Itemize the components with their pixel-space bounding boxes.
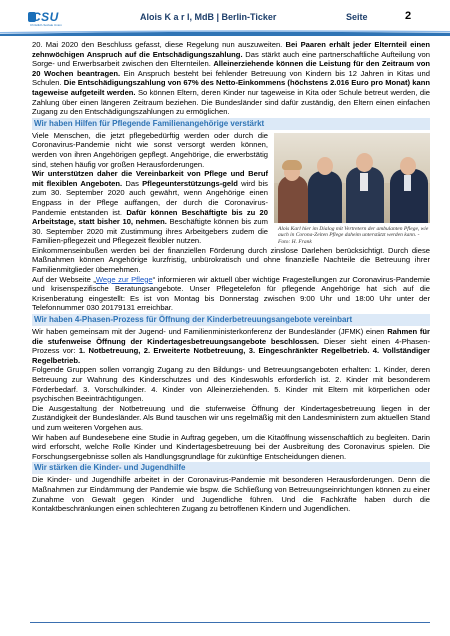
intro-paragraph — [32, 40, 430, 117]
text: wird bis zum 30. September 2020 auch gewährt, wenn Angehörige einen Engpass in der Pflege auffangen, der durch die Coronavirus-Pandemie entstanden ist. — [32, 178, 268, 217]
paragraph: Die Ausgestaltung der Notbetreuung und die stufenweise Öffnung der Kindertagesbetreuung liegen in der Zuständigkeit der Bundesländer. Als Bund tauschen wir uns regelmäßig mit den Landesministern zum aktuellen Stand und zum weiteren Vorgehen aus. — [32, 403, 430, 432]
text: 20. Mai 2020 den Beschluss gefasst, diese Regelung nun auszuweiten. — [32, 40, 286, 49]
section-heading-jugendhilfe: Wir stärken die Kinder- und Jugendhilfe — [32, 462, 430, 474]
header-title: Alois K a r l, MdB | Berlin-Ticker — [140, 12, 277, 22]
bold-text: 1. Notbetreuung, 2. Erweiterte Notbetreuung, 3. Eingeschränkter Regelbetrieb. 4. Vollständiger Regelbetrieb. — [32, 346, 430, 365]
section-heading-kinderbetreuung: Wir haben 4-Phasen-Prozess für Öffnung der Kinderbetreuungsangebote vereinbart — [32, 314, 430, 326]
bold-text: Rahmen für die stufenweise Öffnung der Kindertagesbetreuungsangebote beschlossen. — [32, 327, 430, 346]
section-heading-pflege: Wir haben Hilfen für Pflegende Familienangehörige verstärkt — [32, 118, 430, 130]
bold-text: Dafür können Beschäftigte bis zu 20 Arbeitstage, statt bisher 10, nehmen. — [32, 207, 268, 227]
text: “ informieren wir aktuell über wichtige Fragestellungen zur Coronavirus-Pandemie und krisenspezifische Beratungsangebote. Unser Pflegetelefon für pflegende Angehörige hat sich auf die Krisenberatung eingestellt: Es ist von Montag bis Donnerstag zwischen 9:00 Uhr und 18:00 Uhr unter der Telefonnummer 030 20179131 erreichbar. — [32, 274, 431, 313]
paragraph: Viele Menschen, die jetzt pflegebedürftig werden oder durch die Coronavirus-Pandemie nicht wie sonst versorgt werden können, werden von ihren Angehörigen gepflegt. Angehörige, die erwerbstätig sind, stehen häufig vor großen Herausforderungen. — [32, 130, 268, 169]
page-label: Seite — [346, 12, 368, 22]
text: Das — [122, 178, 143, 188]
paragraph: Wir haben auf Bundesebene eine Studie in Auftrag gegeben, um die Kitaöffnung wissenschaftlich zu begleiten. Darin wird erforscht, welche Rolle Kinder und Kindertagesbetreuung bei der Ausbreitung des Coronavirus spielen. Die Forschungsergebnisse sollen als Handlungsgrundlage für zukünftige Entscheidungen dienen. — [32, 432, 430, 461]
bold-text: Pflegeunterstützungs-geld — [142, 178, 238, 188]
bottom-divider — [30, 622, 430, 623]
paragraph: Einkommenseinbußen werden bei der finanziellen Förderung durch zinslose Darlehen berücksichtigt. Durch diese Maßnahmen können Angehörige kurzfristig, unbürokratisch und ohne finanzielle Nachteile die Betreuung ihrer Familienmitglieder übernehmen. — [32, 245, 430, 275]
header-swoosh — [0, 30, 450, 36]
bold-text: Alleinerziehende können die Leistung für den Zeitraum von 20 Wochen beantragen. — [32, 59, 430, 78]
text: Auf der Webseite „ — [32, 274, 96, 284]
bold-text: Bei Paaren erhält jeder Elternteil einen zehnwöchigen Anspruch auf die Entschädigungszahlung. — [32, 40, 430, 59]
paragraph — [32, 275, 430, 313]
logo-text: CSU — [32, 10, 59, 24]
group-photo — [274, 133, 430, 223]
paragraph — [32, 169, 268, 246]
pflege-left-column — [32, 131, 268, 246]
text: Beschäftigte können bis zum 30. September 2020 mit Zustimmung ihres Arbeitgebers zudem die Familien-pflegezeit und Pflegezeit flexibler nutzen. — [32, 217, 268, 246]
text: Das stärkt auch eine partnerschaftliche Aufteilung von Sorge- und Erwerbsarbeit zwischen den Elternteilen. — [32, 49, 430, 69]
page-header — [0, 0, 450, 36]
text: So können Eltern, deren Kinder nur tageweise in Kita oder Schule betreut werden, die Zahlung über einen längeren Zeitraum beziehen. Die Bundesländer sind dafür zuständig, den Eltern einen einfachen Zugang zu den Entschädigungszahlungen zu ermöglichen. — [32, 87, 430, 117]
photo-caption: Alois Karl hier im Dialog mit Vertretern der ambulanten Pflege, wie auch in Corona-Zeiten Pflege daheim unterstützt werden kann. - Foto: H. Frank — [278, 225, 429, 245]
paragraph: Folgende Gruppen sollen vorrangig Zugang zu den Bildungs- und Betreuungsangeboten erhalten: 1. Kinder, deren Betreuung zur Wahrung des Kinderschutzes und des Kindeswohls erforderlich ist. 2. Kinder mit besonderem Förderbedarf. 3. Vorschulkinder. 4. Kinder von Alleinerziehenden. 5. Kinder mit Eltern mit körperlichen oder psychischen Beeinträchtigungen. — [32, 365, 430, 404]
bold-text: Die Entschädigungszahlung von 67% des Netto-Einkommens (höchstens 2.016 Euro pro Monat) kann tageweise aufgeteilt werden. — [32, 78, 430, 97]
text: Wir haben gemeinsam mit der Jugend- und Familienministerkonferenz der Bundesländer (JFMK) einen — [32, 327, 388, 337]
photo-figure — [274, 133, 430, 246]
wege-zur-pflege-link[interactable]: Wege zur Pflege — [95, 274, 153, 284]
text: Ein Anspruch besteht bei fehlender Betreuung von Kindern bis 12 Jahren in Kitas und Schulen. — [32, 68, 430, 88]
logo-subtitle: Christlich-Soziale Union — [30, 23, 62, 27]
text: Dieser sieht einen 4-Phasen-Prozess vor: — [32, 336, 430, 356]
csu-logo — [28, 10, 74, 32]
paragraph — [32, 327, 430, 365]
main-content — [32, 40, 430, 514]
bold-text: Wir unterstützen daher die Vereinbarkeit von Pflege und Beruf mit flexiblen Angeboten. — [32, 169, 268, 188]
page-number: 2 — [405, 10, 412, 22]
paragraph: Die Kinder- und Jugendhilfe arbeitet in der Coronavirus-Pandemie mit besonderen Herausforderungen. Denn die Maßnahmen zur Eindämmung der Pandemie wie bspw. die Schließung von Betreuungseinrichtungen können zu einer Zunahme von Gewalt gegen Kinder und Jugendliche führen. Und die Fachkräfte haben durch die Kontaktbeschränkungen einen schlechteren Zugang zu betroffenen Kindern und Jugendlichen. — [32, 475, 430, 514]
